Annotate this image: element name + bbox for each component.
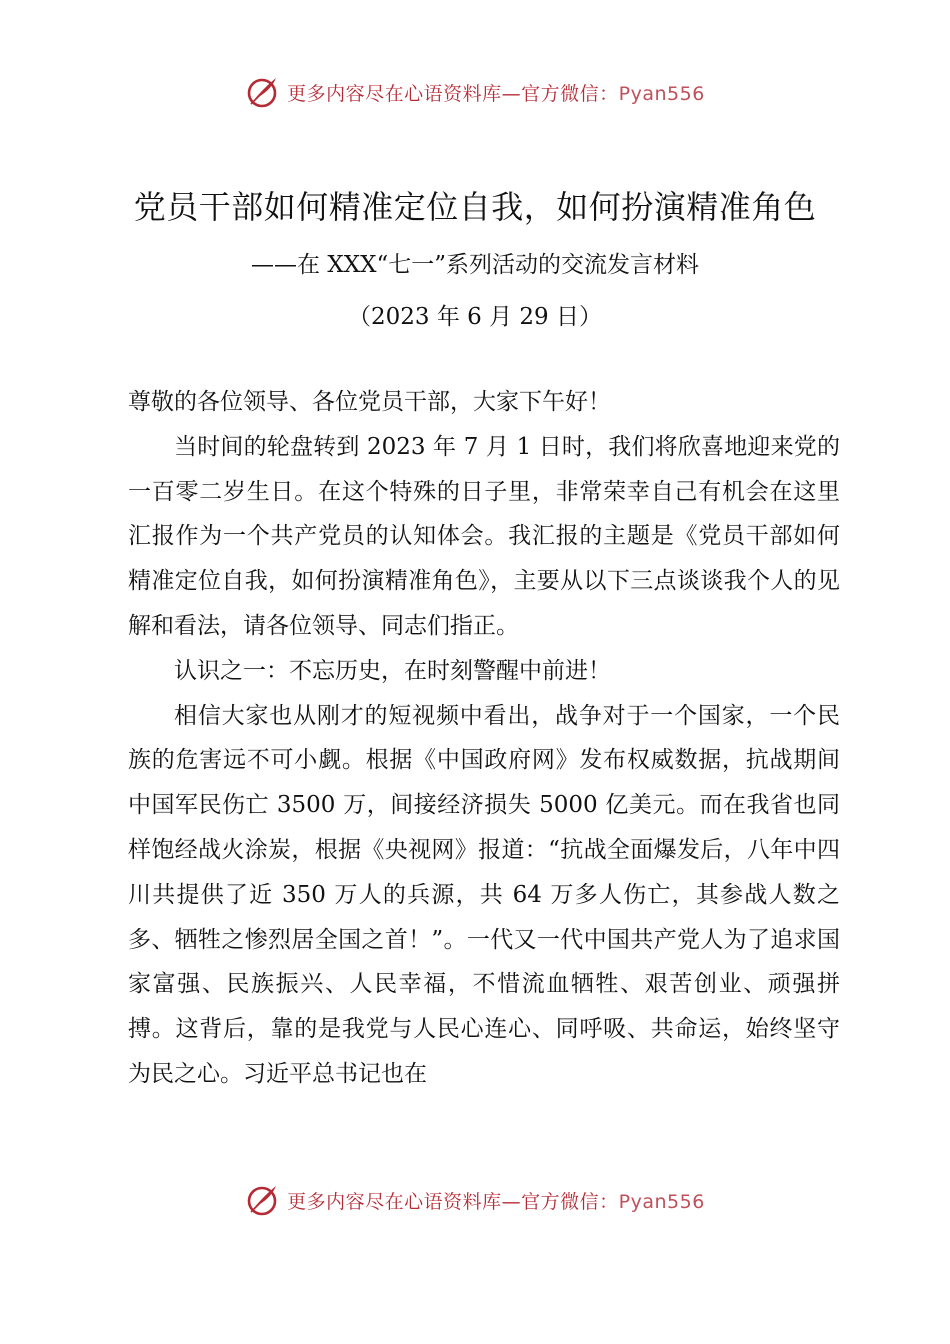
body-paragraph: 当时间的轮盘转到 2023 年 7 月 1 日时，我们将欣喜地迎来党的一百零二岁生日。在这个特殊的日子里，非常荣幸自己有机会在这里汇报作为一个共产党员的认知体会。我汇报的主题是《党员干部如何精准定位自我，如何扮演精准角色》，主要从以下三点谈谈我个人的见解和看法，请各位领导、同志们指正。 bbox=[128, 433, 840, 639]
feather-circle-logo-icon bbox=[245, 74, 281, 110]
body-paragraph: 相信大家也从刚才的短视频中看出，战争对于一个国家，一个民族的危害远不可小觑。根据《中国政府网》发布权威数据，抗战期间中国军民伤亡 3500 万，间接经济损失 5000 亿美元。而在我省也同样饱经战火涂炭，根据《央视网》报道：“抗战全面爆发后，八年中四川共提供了近 350 万人的兵源，共 64 万多人伤亡，其参战人数之多、牺牲之惨烈居全国之首！”。一代又一代中国共产党人为了追求国家富强、民族振兴、人民幸福，不惜流血牺牲、艰苦创业、顽强拼搏。这背后，靠的是我党与人民心连心、同呼吸、共命运，始终坚守为民之心。习近平总书记也在 bbox=[128, 702, 840, 1087]
document-title: 党员干部如何精准定位自我，如何扮演精准角色 bbox=[133, 188, 817, 226]
wechat-id: Pyan556 bbox=[618, 1190, 705, 1213]
header-watermark bbox=[0, 70, 950, 114]
section-heading: 认识之一：不忘历史，在时刻警醒中前进！ bbox=[174, 657, 611, 684]
watermark-text: 更多内容尽在心语资料库—官方微信：Pyan556 bbox=[287, 1190, 705, 1213]
watermark-text: 更多内容尽在心语资料库—官方微信：Pyan556 bbox=[287, 82, 705, 105]
feather-circle-logo-icon bbox=[245, 1182, 281, 1218]
wechat-id: Pyan556 bbox=[618, 82, 705, 105]
footer-watermark bbox=[0, 1178, 950, 1222]
document-subtitle: ——在 XXX“七一”系列活动的交流发言材料 bbox=[251, 252, 699, 278]
document-date: （2023 年 6 月 29 日） bbox=[348, 304, 602, 330]
document-body bbox=[128, 380, 840, 1097]
greeting-paragraph: 尊敬的各位领导、各位党员干部，大家下午好！ bbox=[128, 389, 611, 415]
